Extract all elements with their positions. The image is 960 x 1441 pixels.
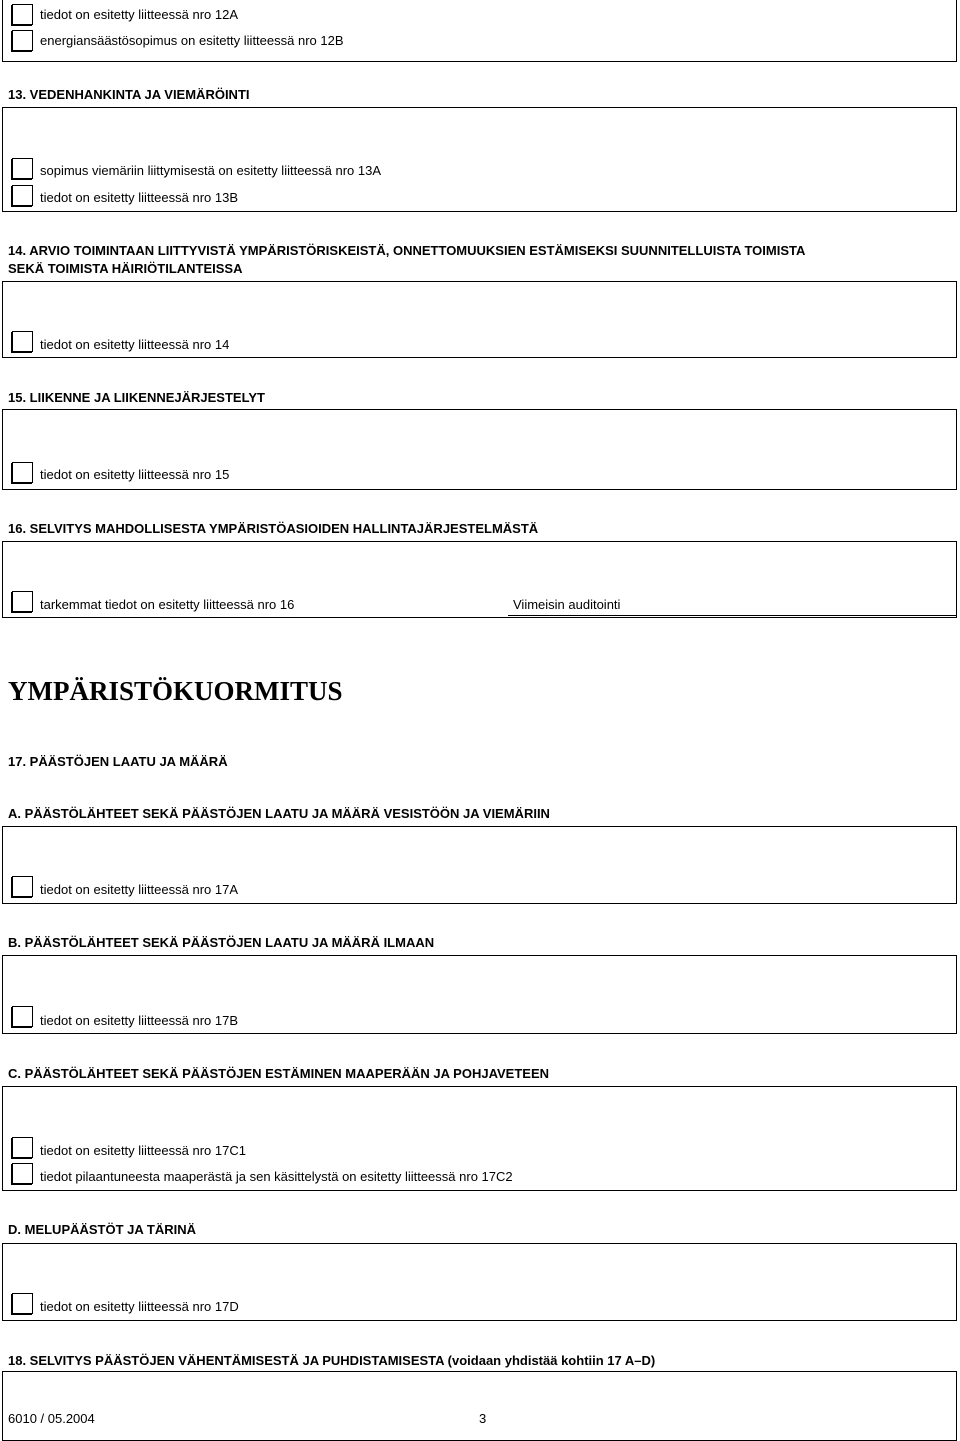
- checkbox-13b[interactable]: [12, 185, 33, 206]
- checkbox-13a-label: sopimus viemäriin liittymisestä on esitetty liitteessä nro 13A: [40, 163, 382, 178]
- section-15-title: 15. LIIKENNE JA LIIKENNEJÄRJESTELYT: [8, 390, 265, 405]
- checkbox-12b-label: energiansäästösopimus on esitetty liitteessä nro 12B: [40, 33, 344, 48]
- section-17c-title: C. PÄÄSTÖLÄHTEET SEKÄ PÄÄSTÖJEN ESTÄMINEN MAAPERÄÄN JA POHJAVETEEN: [8, 1066, 550, 1081]
- checkbox-13b-label: tiedot on esitetty liitteessä nro 13B: [40, 190, 239, 205]
- section-18-title: 18. SELVITYS PÄÄSTÖJEN VÄHENTÄMISESTÄ JA PUHDISTAMISESTA (voidaan yhdistää kohtiin 17 A–D): [8, 1353, 656, 1368]
- checkbox-17b-label: tiedot on esitetty liitteessä nro 17B: [40, 1013, 239, 1028]
- audit-date-field[interactable]: [508, 615, 957, 616]
- checkbox-12b[interactable]: [12, 30, 33, 51]
- section-17b-title: B. PÄÄSTÖLÄHTEET SEKÄ PÄÄSTÖJEN LAATU JA MÄÄRÄ ILMAAN: [8, 935, 435, 950]
- checkbox-17c1[interactable]: [12, 1137, 33, 1158]
- section-14-title-line2: SEKÄ TOIMISTA HÄIRIÖTILANTEISSA: [8, 261, 243, 276]
- checkbox-15[interactable]: [12, 462, 33, 483]
- section-17a-title: A. PÄÄSTÖLÄHTEET SEKÄ PÄÄSTÖJEN LAATU JA MÄÄRÄ VESISTÖÖN JA VIEMÄRIIN: [8, 806, 550, 821]
- checkbox-17c2[interactable]: [12, 1163, 33, 1184]
- section-13-title: 13. VEDENHANKINTA JA VIEMÄRÖINTI: [8, 87, 250, 102]
- audit-date-label: Viimeisin auditointi: [513, 597, 621, 612]
- page-number: 3: [479, 1411, 487, 1426]
- section-16-title: 16. SELVITYS MAHDOLLISESTA YMPÄRISTÖASIOIDEN HALLINTAJÄRJESTELMÄSTÄ: [8, 521, 539, 536]
- checkbox-13a[interactable]: [12, 158, 33, 179]
- checkbox-17a[interactable]: [12, 876, 33, 897]
- checkbox-17a-label: tiedot on esitetty liitteessä nro 17A: [40, 882, 239, 897]
- section-14-title-line1: 14. ARVIO TOIMINTAAN LIITTYVISTÄ YMPÄRISTÖRISKEISTÄ, ONNETTOMUUKSIEN ESTÄMISEKSI SUUNNITELLUISTA TOIMISTA: [8, 243, 806, 258]
- form-code: 6010 / 05.2004: [8, 1411, 99, 1426]
- section-18-box: [2, 1371, 957, 1441]
- checkbox-17b[interactable]: [12, 1006, 33, 1027]
- checkbox-17c2-label: tiedot pilaantuneesta maaperästä ja sen käsittelystä on esitetty liitteessä nro 17C2: [40, 1169, 513, 1184]
- checkbox-17d-label: tiedot on esitetty liitteessä nro 17D: [40, 1299, 239, 1314]
- checkbox-16-label: tarkemmat tiedot on esitetty liitteessä nro 16: [40, 597, 295, 612]
- section-17-title: 17. PÄÄSTÖJEN LAATU JA MÄÄRÄ: [8, 754, 228, 769]
- section-17d-title: D. MELUPÄÄSTÖT JA TÄRINÄ: [8, 1222, 197, 1237]
- checkbox-16[interactable]: [12, 591, 33, 612]
- checkbox-15-label: tiedot on esitetty liitteessä nro 15: [40, 467, 230, 482]
- checkbox-17d[interactable]: [12, 1293, 33, 1314]
- checkbox-12a[interactable]: [12, 4, 33, 25]
- page-title: YMPÄRISTÖKUORMITUS: [8, 676, 343, 706]
- checkbox-12a-label: tiedot on esitetty liitteessä nro 12A: [40, 7, 239, 22]
- checkbox-14[interactable]: [12, 331, 33, 352]
- checkbox-17c1-label: tiedot on esitetty liitteessä nro 17C1: [40, 1143, 246, 1158]
- checkbox-14-label: tiedot on esitetty liitteessä nro 14: [40, 337, 230, 352]
